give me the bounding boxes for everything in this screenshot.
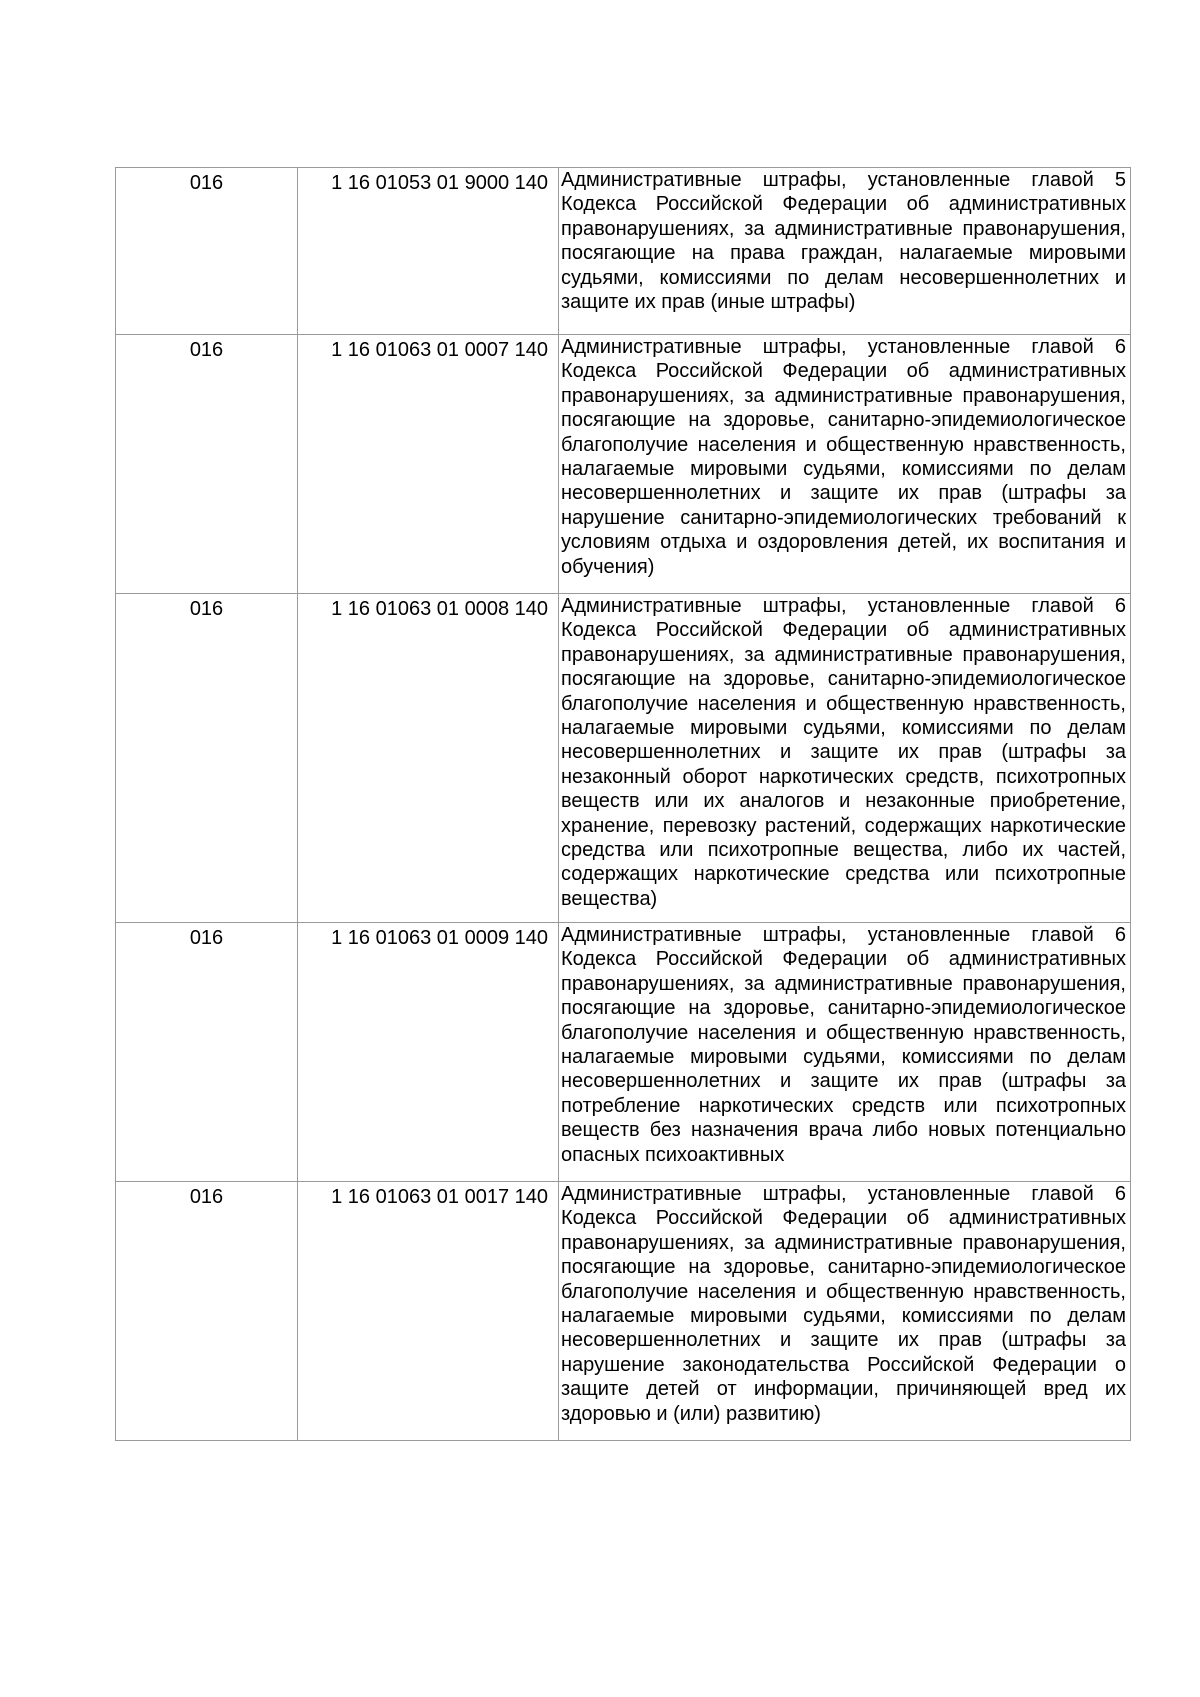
revenue-description: Административные штрафы, установленные главой 6 Кодекса Российской Федерации об административных правонарушениях, за административные правонарушения, посягающие на здоровье, санитарно-эпидемиологическое благополучие населения и общественную нравственность, налагаемые мировыми судьями, комиссиями по делам несовершеннолетних и защите их прав (штрафы за незаконный оборот наркотических средств, психотропных веществ или их аналогов и незаконные приобретение, хранение, перевозку растений, содержащих наркотические средства или психотропные вещества, либо их частей, содержащих наркотические средства или психотропные вещества) <box>561 595 1126 910</box>
table-row <box>116 594 1131 923</box>
admin-code-cell <box>116 335 298 594</box>
admin-code: 016 <box>189 927 224 949</box>
budget-code-cell <box>298 594 559 923</box>
admin-code-cell <box>116 168 298 335</box>
budget-classification-code: 1 16 01063 01 0007 140 <box>331 339 548 361</box>
revenue-description: Административные штрафы, установленные главой 6 Кодекса Российской Федерации об административных правонарушениях, за административные правонарушения, посягающие на здоровье, санитарно-эпидемиологическое благополучие населения и общественную нравственность, налагаемые мировыми судьями, комиссиями по делам несовершеннолетних и защите их прав (штрафы за нарушение законодательства Российской Федерации о защите детей от информации, причиняющей вред их здоровью и (или) развитию) <box>561 1183 1126 1425</box>
budget-classification-code: 1 16 01063 01 0017 140 <box>331 1186 548 1208</box>
admin-code-cell <box>116 594 298 923</box>
table-row <box>116 923 1131 1182</box>
revenue-description: Административные штрафы, установленные главой 6 Кодекса Российской Федерации об административных правонарушениях, за административные правонарушения, посягающие на здоровье, санитарно-эпидемиологическое благополучие населения и общественную нравственность, налагаемые мировыми судьями, комиссиями по делам несовершеннолетних и защите их прав (штрафы за нарушение санитарно-эпидемиологических требований к условиям отдыха и оздоровления детей, их воспитания и обучения) <box>561 336 1126 578</box>
admin-code: 016 <box>189 1186 224 1208</box>
description-cell <box>559 335 1131 594</box>
budget-code-cell <box>298 1182 559 1441</box>
budget-code-cell <box>298 335 559 594</box>
description-cell <box>559 594 1131 923</box>
table-row <box>116 1182 1131 1441</box>
revenue-codes-table <box>115 167 1131 1441</box>
admin-code: 016 <box>189 172 224 194</box>
table-row <box>116 335 1131 594</box>
budget-classification-code: 1 16 01063 01 0008 140 <box>331 598 548 620</box>
description-cell <box>559 1182 1131 1441</box>
budget-classification-code: 1 16 01053 01 9000 140 <box>331 172 548 194</box>
admin-code-cell <box>116 1182 298 1441</box>
table-row <box>116 168 1131 335</box>
revenue-description: Административные штрафы, установленные главой 6 Кодекса Российской Федерации об административных правонарушениях, за административные правонарушения, посягающие на здоровье, санитарно-эпидемиологическое благополучие населения и общественную нравственность, налагаемые мировыми судьями, комиссиями по делам несовершеннолетних и защите их прав (штрафы за потребление наркотических средств или психотропных веществ без назначения врача либо новых потенциально опасных психоактивных <box>561 924 1126 1166</box>
description-cell <box>559 168 1131 335</box>
admin-code: 016 <box>189 598 224 620</box>
admin-code-cell <box>116 923 298 1182</box>
budget-code-cell <box>298 923 559 1182</box>
admin-code: 016 <box>189 339 224 361</box>
description-cell <box>559 923 1131 1182</box>
budget-classification-code: 1 16 01063 01 0009 140 <box>331 927 548 949</box>
revenue-description: Административные штрафы, установленные главой 5 Кодекса Российской Федерации об административных правонарушениях, за административные правонарушения, посягающие на права граждан, налагаемые мировыми судьями, комиссиями по делам несовершеннолетних и защите их прав (иные штрафы) <box>561 169 1126 314</box>
budget-code-cell <box>298 168 559 335</box>
